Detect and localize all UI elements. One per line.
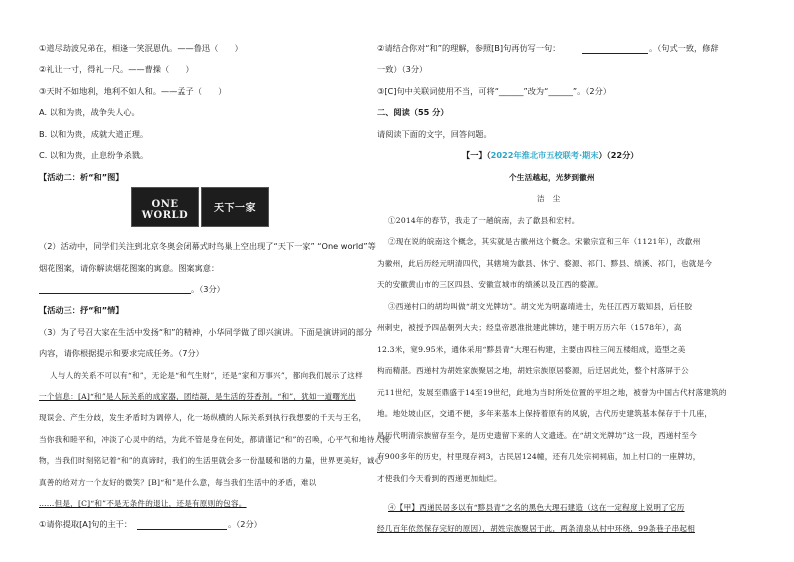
q3-line-1: （3）为了号召大家在生活中发扬“和”的精神，小华同学做了即兴演讲。下面是演讲词的部分	[39, 327, 373, 337]
para-2-line-1: ②现在说的皖南这个概念，其实就是古徽州这个概念。宋徽宗宣和三年（1121年），改歙州	[388, 237, 701, 246]
para-3-line-4: 构而精湛。西递村为胡姓家族聚居之地，胡姓宗族原居婺源，后迁居此处，整个村落屏于公	[377, 366, 689, 375]
speech-line-4: 当你我和睦平和，冲淡了心灵中的结，为此不管是身在何处，都请谨记“和”的召唤，心平气和地待人接	[39, 435, 391, 444]
q2-score: 。（3分）	[191, 284, 225, 294]
q2-answer-blank[interactable]	[39, 285, 191, 294]
q3-line-2: 内容，请你根据提示和要求完成任务。（7分）	[39, 348, 204, 358]
option-b: B. 以和为贵，成就大道正理。	[39, 129, 149, 139]
right-column	[377, 0, 794, 562]
passage-header: 【一】（2022年淮北市五校联考·期末）（22分）	[462, 150, 639, 160]
passage-title: 个生活越起，光梦到徽州	[509, 173, 595, 182]
quote-3: ③天时不如地利，地利不如人和。——孟子（ ）	[39, 86, 227, 96]
q2-line-2: 烟花图案，请你解读烟花图案的寓意。图案寓意：	[39, 263, 220, 273]
one-world-image: ONE WORLD	[131, 187, 199, 227]
para-3-line-3: 12.3米，宽9.95米，通体采用“黟县青”大理石构建，主要由四柱三间五楼组成，造型之美	[377, 345, 686, 354]
q-imitate-blank[interactable]	[582, 45, 648, 54]
section-reading: 二、阅读（55 分）	[377, 107, 449, 117]
quote-2: ②礼让一寸，得礼一尺。——曹操（ ）	[39, 64, 194, 74]
speech-line-5: 物，当我们时刻铭记着“和”的真谛时，我们的生活里就会多一份温暖和谐的力量，世界更美好，诚心	[39, 456, 383, 465]
para-3-line-2: 州刺史，被授予四品朝列大夫；经皇帝恩准批建此牌坊，建于明万历六年（1578年），高	[377, 323, 682, 332]
source-tag: 2022年淮北市五校联考·期末	[490, 150, 599, 160]
q2-line-1: （2）活动中，同学们关注到北京冬奥会闭幕式时鸟巢上空出现了“天下一家” “One world”等	[39, 241, 376, 251]
speech-line-7: ……但是，[C]“和”不是无条件的退让，还是有原则的包容。	[39, 499, 247, 508]
option-c: C. 以和为贵，止息纷争杀戮。	[39, 150, 149, 160]
passage-author: 洁 尘	[537, 194, 561, 203]
para-3-line-9: 才使我们今天看到的西递更加灿烂。	[377, 474, 502, 483]
para-3-line-7: 是历代明清宗族留存至今，是历史遗留下来的人文遗迹。在“胡文光牌坊”这一段，西递村至今	[377, 431, 697, 440]
para-3-line-1: ③西递村口的胡均叫做“胡文光牌坊”。胡文光为明嘉靖进士，先任江西万载知县，后任胶	[388, 302, 693, 311]
quote-1: ①道尽劫波兄弟在，相逢一笑泯恩仇。——鲁迅（ ）	[39, 43, 243, 53]
q-conjunction: ③[C]句中关联词使用不当，可将“______”改为“______”。（2分）	[377, 86, 612, 96]
reading-instruction: 请阅读下面的文字，回答问题。	[377, 129, 492, 139]
para-2-line-3: 天的安徽黄山市的三区四县、安徽宣城市的绩溪以及江西的婺源。	[377, 280, 604, 289]
q-imitate-label: ②请结合你对“和”的理解，参照[B]句再仿写一句：	[377, 43, 561, 53]
speech-line-6: 真善的给对方一个友好的微笑？[B]“和”是什么意，每当我们生活中的矛盾，难以	[39, 478, 317, 487]
para-4-line-1: ④【甲】西递民居多以有“黟县青”之名的黑色大理石建造（这在一定程度上说明了它历	[388, 503, 685, 512]
para-1: ①2014年的春节，我走了一趟皖南，去了歙县和宏村。	[388, 216, 580, 225]
para-3-line-8: 有900多年的历史，村里现存祠3，古民居124幢，还有几处宗祠祠庙，加上村口的一座牌坊，	[377, 452, 701, 461]
q-extract-blank[interactable]	[137, 521, 227, 530]
para-4-line-2: 经几百年依然保存完好的原因），胡姓宗族聚居于此，两条清泉从村中环绕，99条巷子串起相	[377, 524, 696, 533]
para-3-line-6: 地。地处坡山区，交通不便，多年来基本上保持着原有的风貌，古代历史建筑基本保存于十几座，	[377, 409, 713, 418]
activity-3-heading: 【活动三：抒“和”情】	[39, 305, 124, 315]
q-imitate-note: 。（句式一致，修辞	[649, 43, 719, 53]
activity-2-heading: 【活动二：析“和”图】	[39, 172, 124, 182]
speech-line-3: 现误会、产生分歧，发生矛盾时为调停人，化一场纵横的人际关系到执行我想要的千天与王名，	[39, 413, 367, 422]
q-extract-label: ①请你提取[A]句的主干：	[39, 519, 133, 529]
q-extract-score: 。（2分）	[228, 519, 262, 529]
option-a: A. 以和为贵，战争失人心。	[39, 107, 140, 117]
speech-line-2: 一个信息：[A]“和”是人际关系的成家器，团结凝，是生活的芬香剂。“和”，犹如一道曙光出	[39, 392, 356, 401]
para-3-line-5: 元11世纪，发展至鼎盛于14至19世纪，此地为当时所处位置的平坦之地，被誉为中国古代村落建筑的	[377, 388, 727, 397]
tianxia-yijia-image: 天下一家	[201, 187, 269, 227]
para-2-line-2: 为徽州，此后历经元明清四代，其辖境为歙县、休宁、婺源、祁门、黟县、绩溪、祁门，也就是今	[377, 259, 713, 268]
q-imitate-score: 一致）（3分）	[377, 64, 428, 74]
speech-line-1: 人与人的关系不可以有“和”，无论是“和气生财”，还是“家和万事兴”，都向我们展示了这样	[50, 371, 363, 380]
